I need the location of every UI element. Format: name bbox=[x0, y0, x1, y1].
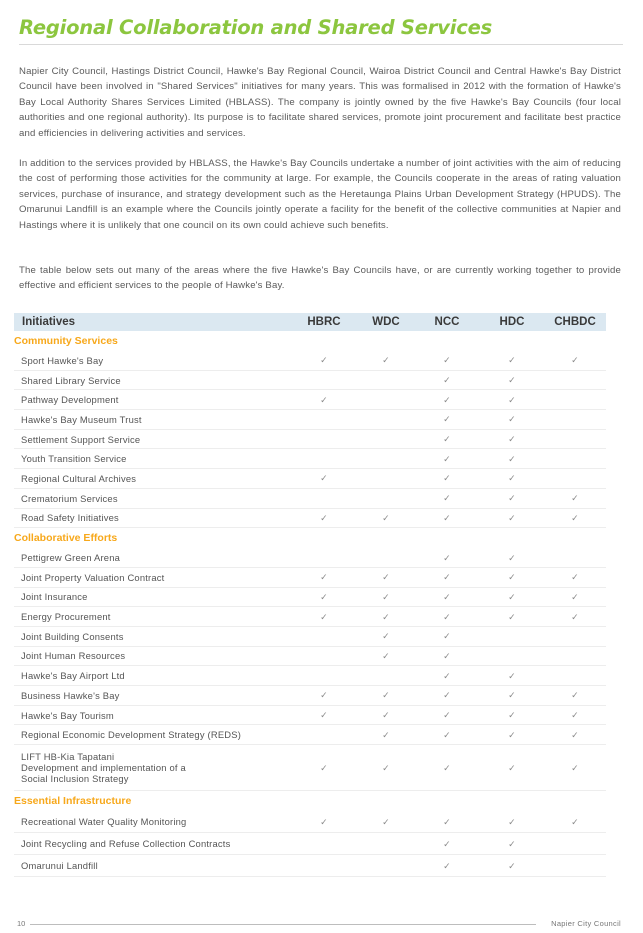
page-number: 10 bbox=[17, 919, 26, 928]
initiative-name: Shared Library Service bbox=[21, 374, 121, 386]
initiative-name: Regional Cultural Archives bbox=[21, 472, 137, 484]
cell-hdc bbox=[480, 591, 544, 603]
check-icon: ✓ bbox=[382, 729, 390, 740]
cell-chbdc bbox=[544, 709, 606, 721]
check-icon: ✓ bbox=[508, 710, 516, 721]
check-icon: ✓ bbox=[508, 375, 516, 386]
cell-ncc bbox=[414, 762, 480, 774]
cell-hdc bbox=[480, 860, 544, 872]
cell-hbrc bbox=[290, 709, 358, 721]
cell-wdc bbox=[358, 630, 414, 642]
check-icon: ✓ bbox=[508, 414, 516, 425]
cell-hbrc bbox=[290, 611, 358, 623]
cell-wdc bbox=[358, 571, 414, 583]
initiative-name: Hawke's Bay Airport Ltd bbox=[21, 670, 125, 682]
check-icon: ✓ bbox=[382, 631, 390, 642]
check-icon: ✓ bbox=[382, 355, 390, 366]
cell-wdc bbox=[358, 611, 414, 623]
check-icon: ✓ bbox=[508, 394, 516, 405]
check-icon: ✓ bbox=[382, 690, 390, 701]
cell-hdc bbox=[480, 816, 544, 828]
initiative-name: Pathway Development bbox=[21, 394, 119, 406]
cell-hdc bbox=[480, 552, 544, 564]
cell-ncc bbox=[414, 860, 480, 872]
check-icon: ✓ bbox=[508, 355, 516, 366]
check-icon: ✓ bbox=[320, 690, 328, 701]
check-icon: ✓ bbox=[571, 355, 579, 366]
table-row bbox=[14, 351, 606, 371]
table-header bbox=[14, 313, 606, 331]
check-icon: ✓ bbox=[571, 591, 579, 602]
check-icon: ✓ bbox=[443, 493, 451, 504]
check-icon: ✓ bbox=[320, 394, 328, 405]
intro-paragraph-2: In addition to the services provided by HBLASS, the Hawke's Bay Councils undertake a number of joint activities with the aim of reducing the cost of performing those activities for the community at large. For example, the Councils cooperate in the areas of rating valuation services, purchase of insurance, and strategy development such as the Heretaunga Plains Urban Development Strategy (HPUDS). The Omarunui Landfill is an example where the Councils jointly operate a facility for the benefit of the collective communities at Napier and Hastings where it is unlikely that one council on its own could achieve such benefits. bbox=[19, 158, 621, 231]
table-row bbox=[14, 745, 606, 791]
cell-hdc bbox=[480, 762, 544, 774]
table-row bbox=[14, 568, 606, 588]
check-icon: ✓ bbox=[508, 729, 516, 740]
cell-hdc bbox=[480, 492, 544, 504]
cell-ncc bbox=[414, 689, 480, 701]
cell-wdc bbox=[358, 354, 414, 366]
cell-ncc bbox=[414, 729, 480, 741]
cell-chbdc bbox=[544, 512, 606, 524]
cell-ncc bbox=[414, 709, 480, 721]
cell-ncc bbox=[414, 650, 480, 662]
table-row bbox=[14, 469, 606, 489]
cell-wdc bbox=[358, 689, 414, 701]
cell-ncc bbox=[414, 374, 480, 386]
check-icon: ✓ bbox=[443, 690, 451, 701]
check-icon: ✓ bbox=[508, 860, 516, 871]
table-row bbox=[14, 855, 606, 877]
cell-hbrc bbox=[290, 512, 358, 524]
check-icon: ✓ bbox=[382, 650, 390, 661]
check-icon: ✓ bbox=[320, 591, 328, 602]
check-icon: ✓ bbox=[443, 453, 451, 464]
cell-ncc bbox=[414, 816, 480, 828]
cell-chbdc bbox=[544, 729, 606, 741]
check-icon: ✓ bbox=[508, 838, 516, 849]
cell-hbrc bbox=[290, 816, 358, 828]
table-row bbox=[14, 833, 606, 855]
cell-hdc bbox=[480, 709, 544, 721]
footer-org-name: Napier City Council bbox=[551, 919, 621, 928]
check-icon: ✓ bbox=[382, 572, 390, 583]
check-icon: ✓ bbox=[571, 729, 579, 740]
cell-hbrc bbox=[290, 571, 358, 583]
table-row bbox=[14, 607, 606, 627]
check-icon: ✓ bbox=[320, 473, 328, 484]
table-row bbox=[14, 627, 606, 647]
cell-hbrc bbox=[290, 472, 358, 484]
initiative-name: Omarunui Landfill bbox=[21, 860, 98, 872]
check-icon: ✓ bbox=[443, 611, 451, 622]
cell-hdc bbox=[480, 433, 544, 445]
cell-hdc bbox=[480, 729, 544, 741]
check-icon: ✓ bbox=[382, 710, 390, 721]
section-heading: Collaborative Efforts bbox=[14, 532, 118, 545]
check-icon: ✓ bbox=[443, 838, 451, 849]
cell-ncc bbox=[414, 630, 480, 642]
check-icon: ✓ bbox=[508, 816, 516, 827]
cell-wdc bbox=[358, 816, 414, 828]
cell-hdc bbox=[480, 374, 544, 386]
check-icon: ✓ bbox=[508, 473, 516, 484]
check-icon: ✓ bbox=[508, 453, 516, 464]
header-hdc: HDC bbox=[499, 316, 525, 328]
cell-ncc bbox=[414, 492, 480, 504]
header-chbdc: CHBDC bbox=[554, 316, 596, 328]
cell-ncc bbox=[414, 394, 480, 406]
check-icon: ✓ bbox=[443, 860, 451, 871]
footer-divider bbox=[30, 924, 536, 925]
initiatives-table bbox=[14, 313, 606, 877]
cell-hbrc bbox=[290, 689, 358, 701]
initiative-name: Pettigrew Green Arena bbox=[21, 552, 121, 564]
cell-hbrc bbox=[290, 354, 358, 366]
check-icon: ✓ bbox=[443, 729, 451, 740]
check-icon: ✓ bbox=[571, 493, 579, 504]
initiative-name: LIFT HB-Kia Tapatani Development and implementation of a Social Inclusion Strategy bbox=[21, 750, 186, 785]
check-icon: ✓ bbox=[382, 816, 390, 827]
cell-ncc bbox=[414, 591, 480, 603]
section-heading: Community Services bbox=[14, 335, 118, 347]
cell-ncc bbox=[414, 611, 480, 623]
check-icon: ✓ bbox=[320, 572, 328, 583]
intro-paragraph-3: The table below sets out many of the areas where the five Hawke's Bay Councils have, or are currently working together to provide effective and efficient services to the people of Hawke's Bay. bbox=[19, 265, 621, 292]
cell-wdc bbox=[358, 650, 414, 662]
initiative-name: Youth Transition Service bbox=[21, 453, 127, 465]
cell-hdc bbox=[480, 394, 544, 406]
title-divider bbox=[19, 44, 623, 45]
check-icon: ✓ bbox=[443, 552, 451, 563]
cell-hbrc bbox=[290, 394, 358, 406]
check-icon: ✓ bbox=[508, 512, 516, 523]
check-icon: ✓ bbox=[508, 493, 516, 504]
table-row bbox=[14, 449, 606, 469]
cell-hdc bbox=[480, 689, 544, 701]
check-icon: ✓ bbox=[571, 710, 579, 721]
check-icon: ✓ bbox=[443, 434, 451, 445]
cell-hdc bbox=[480, 838, 544, 850]
header-wdc: WDC bbox=[372, 316, 400, 328]
check-icon: ✓ bbox=[443, 414, 451, 425]
check-icon: ✓ bbox=[443, 631, 451, 642]
cell-ncc bbox=[414, 512, 480, 524]
table-row bbox=[14, 509, 606, 529]
table-row bbox=[14, 371, 606, 391]
check-icon: ✓ bbox=[508, 552, 516, 563]
check-icon: ✓ bbox=[320, 710, 328, 721]
initiative-name: Business Hawke's Bay bbox=[21, 689, 120, 701]
table-row bbox=[14, 686, 606, 706]
check-icon: ✓ bbox=[443, 670, 451, 681]
cell-ncc bbox=[414, 472, 480, 484]
cell-hdc bbox=[480, 571, 544, 583]
initiative-name: Joint Human Resources bbox=[21, 650, 126, 662]
initiative-name: Joint Property Valuation Contract bbox=[21, 571, 165, 583]
header-hbrc: HBRC bbox=[307, 316, 341, 328]
check-icon: ✓ bbox=[443, 394, 451, 405]
check-icon: ✓ bbox=[443, 710, 451, 721]
cell-hbrc bbox=[290, 591, 358, 603]
cell-hdc bbox=[480, 512, 544, 524]
check-icon: ✓ bbox=[320, 762, 328, 773]
cell-wdc bbox=[358, 591, 414, 603]
check-icon: ✓ bbox=[571, 816, 579, 827]
cell-ncc bbox=[414, 552, 480, 564]
initiative-name: Sport Hawke's Bay bbox=[21, 354, 104, 366]
table-row bbox=[14, 811, 606, 833]
cell-ncc bbox=[414, 354, 480, 366]
check-icon: ✓ bbox=[320, 816, 328, 827]
cell-ncc bbox=[414, 670, 480, 682]
check-icon: ✓ bbox=[443, 762, 451, 773]
check-icon: ✓ bbox=[443, 591, 451, 602]
check-icon: ✓ bbox=[443, 816, 451, 827]
cell-ncc bbox=[414, 571, 480, 583]
initiative-name: Joint Insurance bbox=[21, 591, 88, 603]
cell-wdc bbox=[358, 762, 414, 774]
check-icon: ✓ bbox=[508, 572, 516, 583]
intro-paragraph-1: Napier City Council, Hastings District Council, Hawke's Bay Regional Council, Wairoa District Council and Central Hawke's Bay District Council have been involved in "Shared Services" initiatives for many years. This was formalised in 2012 with the formation of Hawke's Bay Local Authority Shares Services Limited (HBLASS). The company is jointly owned by the five Hawke's Bay Councils (four local authorities and one regional authority). Its purpose is to facilitate shared services, promote joint procurement and facilitate best practice and efficiencies in delivering activities and services. bbox=[19, 66, 621, 139]
cell-wdc bbox=[358, 729, 414, 741]
initiative-name: Hawke's Bay Museum Trust bbox=[21, 413, 142, 425]
initiative-name: Crematorium Services bbox=[21, 492, 118, 504]
table-body bbox=[14, 331, 606, 877]
check-icon: ✓ bbox=[571, 572, 579, 583]
cell-hdc bbox=[480, 354, 544, 366]
initiative-name: Joint Recycling and Refuse Collection Contracts bbox=[21, 838, 231, 850]
cell-hbrc bbox=[290, 762, 358, 774]
cell-hdc bbox=[480, 611, 544, 623]
check-icon: ✓ bbox=[382, 762, 390, 773]
check-icon: ✓ bbox=[443, 572, 451, 583]
check-icon: ✓ bbox=[320, 611, 328, 622]
table-row bbox=[14, 666, 606, 686]
check-icon: ✓ bbox=[382, 512, 390, 523]
check-icon: ✓ bbox=[443, 650, 451, 661]
check-icon: ✓ bbox=[443, 355, 451, 366]
check-icon: ✓ bbox=[443, 375, 451, 386]
cell-chbdc bbox=[544, 571, 606, 583]
page-title: Regional Collaboration and Shared Services bbox=[19, 16, 492, 39]
cell-ncc bbox=[414, 838, 480, 850]
initiative-name: Energy Procurement bbox=[21, 611, 111, 623]
initiative-name: Settlement Support Service bbox=[21, 433, 141, 445]
cell-wdc bbox=[358, 512, 414, 524]
initiative-name: Regional Economic Development Strategy (REDS) bbox=[21, 729, 242, 741]
table-row bbox=[14, 548, 606, 568]
cell-hdc bbox=[480, 453, 544, 465]
check-icon: ✓ bbox=[508, 611, 516, 622]
check-icon: ✓ bbox=[382, 591, 390, 602]
cell-chbdc bbox=[544, 689, 606, 701]
cell-chbdc bbox=[544, 762, 606, 774]
cell-chbdc bbox=[544, 354, 606, 366]
check-icon: ✓ bbox=[320, 512, 328, 523]
cell-ncc bbox=[414, 413, 480, 425]
check-icon: ✓ bbox=[443, 512, 451, 523]
check-icon: ✓ bbox=[320, 355, 328, 366]
cell-chbdc bbox=[544, 611, 606, 623]
cell-hdc bbox=[480, 670, 544, 682]
table-row bbox=[14, 725, 606, 745]
check-icon: ✓ bbox=[571, 512, 579, 523]
cell-ncc bbox=[414, 453, 480, 465]
cell-chbdc bbox=[544, 591, 606, 603]
check-icon: ✓ bbox=[382, 611, 390, 622]
table-row bbox=[14, 588, 606, 608]
check-icon: ✓ bbox=[571, 611, 579, 622]
check-icon: ✓ bbox=[508, 434, 516, 445]
check-icon: ✓ bbox=[508, 670, 516, 681]
initiative-name: Hawke's Bay Tourism bbox=[21, 709, 114, 721]
table-row bbox=[14, 647, 606, 667]
table-row bbox=[14, 410, 606, 430]
check-icon: ✓ bbox=[508, 762, 516, 773]
table-row bbox=[14, 706, 606, 726]
check-icon: ✓ bbox=[443, 473, 451, 484]
header-ncc: NCC bbox=[434, 316, 460, 328]
table-row bbox=[14, 489, 606, 509]
initiative-name: Road Safety Initiatives bbox=[21, 512, 119, 524]
table-row bbox=[14, 390, 606, 410]
cell-ncc bbox=[414, 433, 480, 445]
section-heading: Essential Infrastructure bbox=[14, 795, 132, 808]
initiative-name: Joint Building Consents bbox=[21, 630, 124, 642]
cell-wdc bbox=[358, 709, 414, 721]
cell-chbdc bbox=[544, 492, 606, 504]
cell-hdc bbox=[480, 413, 544, 425]
check-icon: ✓ bbox=[508, 591, 516, 602]
initiative-name: Recreational Water Quality Monitoring bbox=[21, 816, 187, 828]
check-icon: ✓ bbox=[571, 762, 579, 773]
header-initiatives: Initiatives bbox=[22, 316, 76, 328]
cell-hdc bbox=[480, 472, 544, 484]
table-row bbox=[14, 430, 606, 450]
check-icon: ✓ bbox=[508, 690, 516, 701]
check-icon: ✓ bbox=[571, 690, 579, 701]
cell-chbdc bbox=[544, 816, 606, 828]
